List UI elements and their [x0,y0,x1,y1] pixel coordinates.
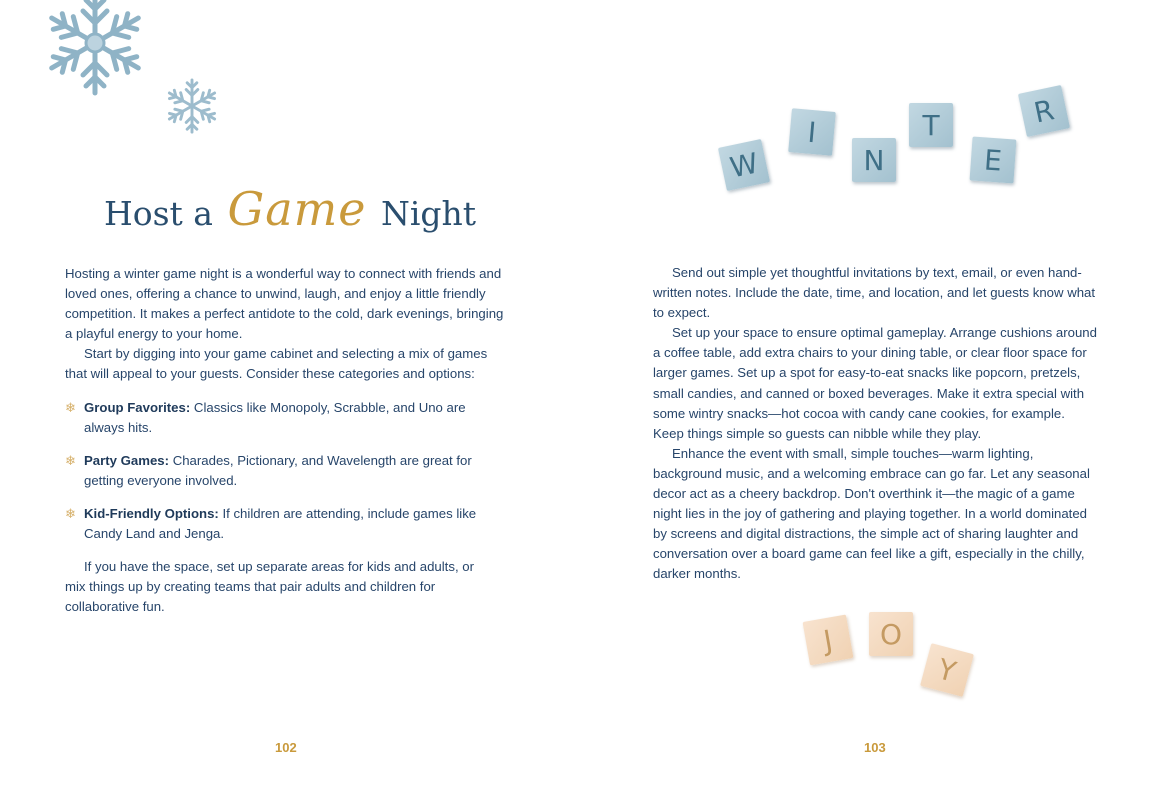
bullet-text: Classics like Monopoly, Scrabble, and Uno are always hits. [84,400,466,436]
letter-tile: I [788,108,836,156]
page-number: 102 [275,740,297,755]
title-part-1: Host a [103,194,213,233]
letter-tile: W [718,139,770,191]
right-page [580,0,1161,800]
snowflake-icon [34,0,156,98]
closing-text [65,557,485,617]
right-body-text [653,263,1098,585]
letter-tile: T [909,103,953,147]
paragraph: Send out simple yet thoughtful invitations by text, email, or even hand-written notes. Include the date, time, and location, and let guests know what to expect. [653,265,1096,321]
left-page [0,0,580,800]
second-paragraph: Start by digging into your game cabinet and selecting a mix of games that will appeal to your guests. Consider these categories and options: [65,346,488,382]
snowflake-icon [163,75,221,137]
page-number: 103 [864,740,886,755]
bullet-label: Group Favorites: [84,400,191,415]
bullet-snowflake-icon: ❄ [65,506,76,522]
intro-paragraph: Hosting a winter game night is a wonderful way to connect with friends and loved ones, offering a chance to unwind, laugh, and enjoy a little friendly competition. It makes a perfect antidote to the cold, dark evenings, bringing a playful energy to your home. [65,266,504,342]
bullet-snowflake-icon: ❄ [65,400,76,415]
list-item [65,451,485,491]
bullet-text: If children are attending, include games like Candy Land and Jenga. [84,506,477,542]
letter-tile: J [803,615,854,666]
letter-tile: E [970,137,1017,184]
page-title [0,182,580,236]
letter-tile: N [852,138,896,182]
bullet-snowflake-icon: ❄ [65,453,76,469]
title-part-2: Night [380,194,477,233]
game-category-list [65,398,485,558]
bullet-label: Kid-Friendly Options: [84,506,219,522]
bullet-label: Party Games: [84,453,170,469]
list-item [65,398,485,438]
title-script-word: Game [227,182,367,236]
list-item [65,504,485,544]
closing-paragraph: If you have the space, set up separate areas for kids and adults, or mix things up by creating teams that pair adults and children for collaborative fun. [65,559,474,615]
intro-text [65,264,510,385]
letter-tile: Y [920,643,974,697]
bullet-text: Charades, Pictionary, and Wavelength are great for getting everyone involved. [84,453,472,489]
letter-tile: R [1018,85,1070,137]
letter-tile: O [869,612,913,656]
paragraph: Set up your space to ensure optimal gameplay. Arrange cushions around a coffee table, add extra chairs to your dining table, or clear floor space for larger games. Set up a spot for easy-to-eat snacks like popcorn, pretzels, small candies, and canned or boxed beverages. Make it extra special with some wintry snacks—hot cocoa with candy cane cookies, for example. Keep things simple so guests can nibble while they play. [653,325,1097,441]
paragraph: Enhance the event with small, simple touches—warm lighting, background music, and a welcoming embrace can go far. Let any seasonal decor act as a cheery backdrop. Don't overthink it—the magic of a game night lies in the joy of gathering and playing together. In a world dominated by screens and digital distractions, the simple act of sharing laughter and conversation over a board game can feel like a gift, especially in the chilly, darker months. [653,445,1090,582]
